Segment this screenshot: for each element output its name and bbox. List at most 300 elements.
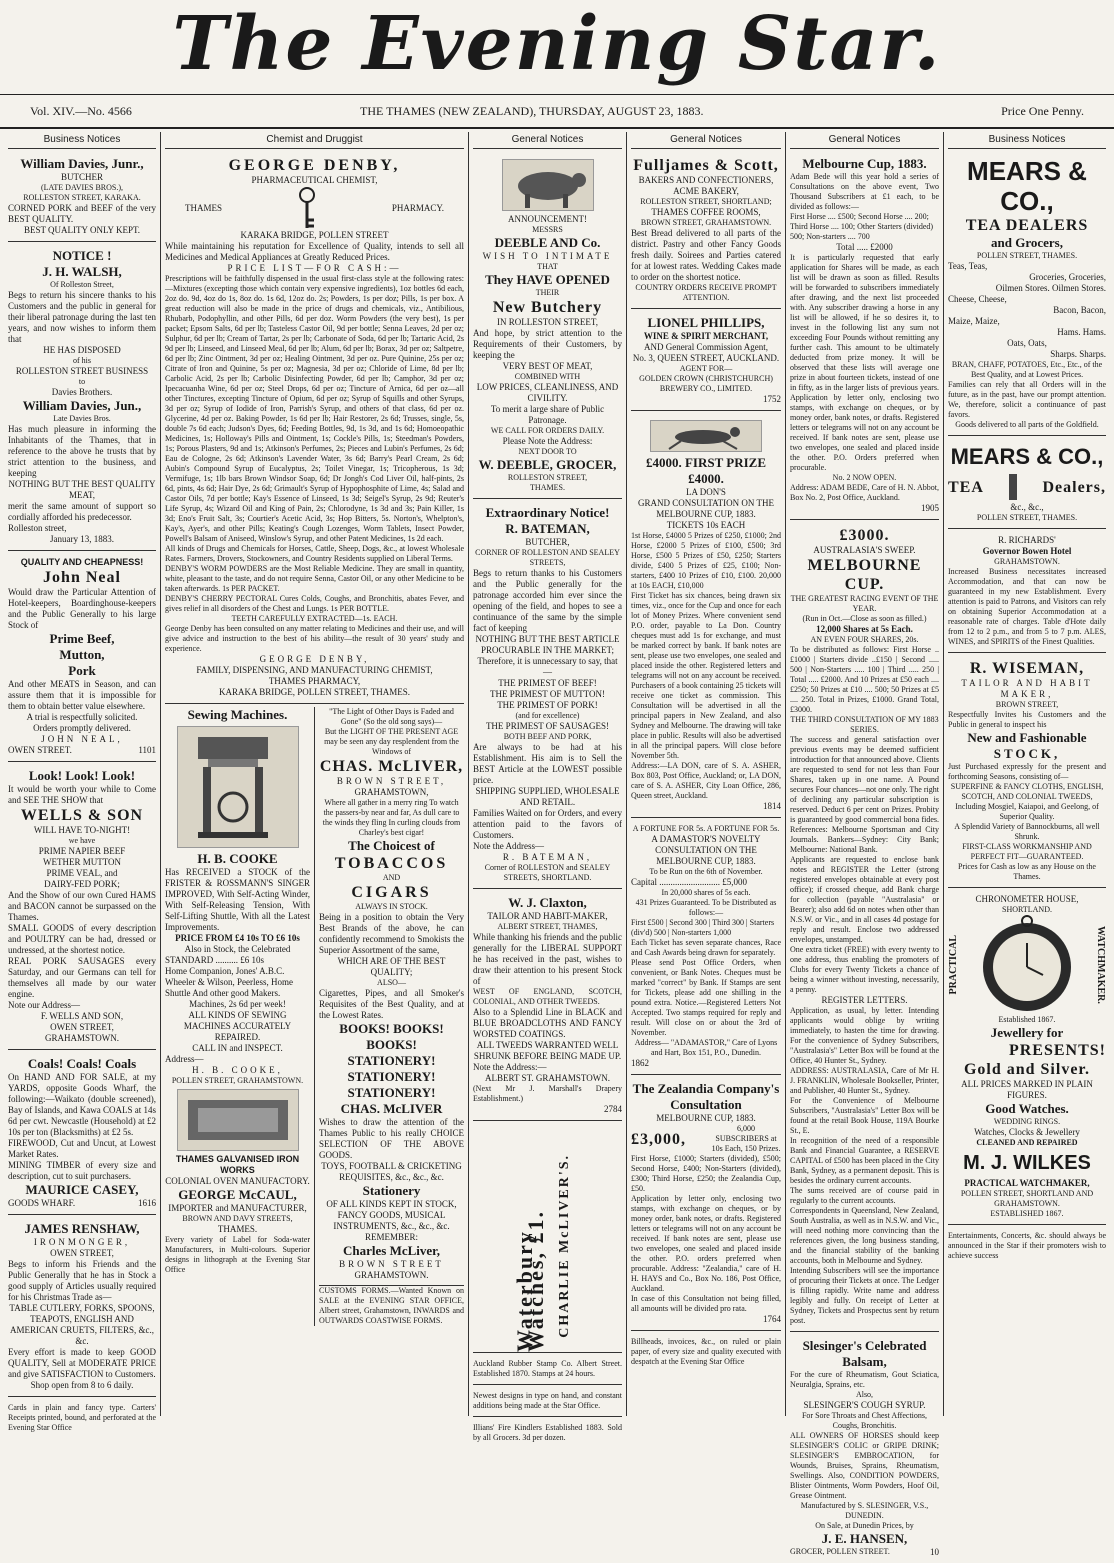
ad-text: Every variety of Label for Soda-water Manufacturers, in Multi-colours. Superior designs in lithograph at the Evening Star Office — [165, 1235, 310, 1274]
ad-text: Respectfully Invites his Customers and the Public in general to inspect his — [948, 710, 1106, 729]
ad-heading: R. RICHARDS' — [998, 535, 1056, 545]
claxton-ad — [473, 892, 622, 1121]
ad-text: In 20,000 shares of 5s each. — [661, 888, 751, 897]
ad-text: GEORGE DENBY, — [259, 654, 370, 664]
ad-text: Note the Address:— — [473, 1062, 547, 1072]
ad-text: AN EVEN FOUR SHARES, 20s. — [810, 635, 919, 644]
ad-heading: CHARLIE McLIVER'S. — [557, 1154, 572, 1338]
denby-ad — [165, 153, 464, 704]
ad-text: R. BATEMAN, — [502, 852, 593, 862]
ad-text: GRAHAMSTOWN. — [44, 1033, 120, 1043]
ad-text: And hope, by strict attention to the Requirements of their Customers, by keeping the — [473, 328, 622, 360]
ad-text: VERY BEST OF MEAT, — [502, 361, 593, 371]
ad-text: THE PRIMEST OF MUTTON! — [490, 689, 605, 699]
ad-heading: and Grocers, — [991, 235, 1063, 250]
ad-text: OWEN STREET, — [50, 1022, 114, 1032]
ad-text: (Next Mr J. Marshall's Drapery Establishment.) — [473, 1084, 622, 1103]
ad-text: Watches, Clocks & Jewellery — [974, 1127, 1080, 1137]
ad-number: 1814 — [763, 801, 781, 811]
ad-text: The sums received are of course paid in regularly to the current accounts. — [790, 1186, 939, 1205]
ad-text: Begs to return thanks to his Customers and the Public generally for the patronage accorded him ever since the opening of the field, and hopes to see a continuance of the same by the simple fact of keeping — [473, 568, 622, 633]
ad-heading: DEEBLE AND Co. — [494, 235, 601, 250]
phillips-ad — [631, 312, 781, 411]
ad-text: HE HAS DISPOSED — [43, 345, 121, 355]
ad-text: ACME BAKERY, — [673, 186, 739, 196]
ad-text: WEST OF ENGLAND, SCOTCH, COLONIAL, AND OTHER TWEEDS. — [473, 987, 622, 1006]
ad-text: SUPERFINE & FANCY CLOTHS, ENGLISH, SCOTCH, AND COLONIAL TWEEDS, — [950, 782, 1104, 801]
ad-text: Hams. Hams. — [1057, 327, 1106, 337]
ad-text: STANDARD .......... £6 10s — [165, 955, 265, 965]
ad-text: PRIME VEAL, and — [46, 868, 118, 878]
ad-text: Cigarettes, Pipes, and all Smoker's Requisites of the Best Quality, and at the Lowest Rates. — [319, 988, 464, 1020]
ad-text: Mutton, — [59, 647, 105, 662]
ad-text: THAMES PHARMACY, — [268, 676, 361, 686]
ad-text: THE GREATEST RACING EVENT OF THE YEAR. — [790, 594, 939, 613]
ad-text: DAIRY-FED PORK; — [44, 879, 120, 889]
ad-text: FIRST-CLASS WORKMANSHIP AND PERFECT FIT—GUARANTEED. — [962, 842, 1092, 861]
ad-heading: TOBACCOS — [334, 855, 449, 872]
ad-text: First Horse .... £500; Second Horse .... 200; Third Horse .... 100; Other Starters (divided) 500; Non-starters .... 700 — [790, 212, 934, 241]
ad-text: CALL IN and INSPECT. — [192, 1043, 283, 1053]
ad-heading: GEORGE McCAUL, — [178, 1187, 297, 1202]
ad-text: GOODS WHARF. — [8, 1198, 76, 1208]
ad-text: ALL TWEEDS WARRANTED WELL SHRUNK BEFORE BEING MADE UP. — [473, 1040, 622, 1061]
ad-text: While maintaining his reputation for Excellence of Quality, intends to sell all Medicines and Medical Appliances at Greatly Reduced Prices. — [165, 241, 464, 262]
mcliver-ad — [319, 707, 464, 1326]
ad-text: TEETH CAREFULLY EXTRACTED—1s. EACH. — [231, 614, 398, 623]
ad-text: AUSTRALASIA'S SWEEP. — [813, 545, 916, 555]
ad-heading: Charles McLiver, — [343, 1243, 440, 1258]
casey-ad — [8, 1053, 156, 1215]
ad-text: TAILOR AND HABIT MAKER, — [961, 678, 1093, 699]
ad-text: Machines, 2s 6d per week! — [189, 999, 286, 1009]
mears-ad — [948, 153, 1106, 436]
ad-text: (Run in Oct.—Close as soon as filled.) — [802, 614, 927, 623]
ad-text: OWEN STREET, — [50, 1248, 114, 1258]
ad-text: Please Note the Address: — [502, 436, 593, 446]
ad-text: Late Davies Bros. — [53, 414, 111, 423]
ad-heading: William Davies, Junr., — [20, 156, 144, 171]
ad-text: "The Light of Other Days is Faded and Gone" (So the old song says)— — [329, 707, 454, 726]
ad-text: 1st Horse, £4000 5 Prizes of £250, £1000; 2nd Horse, £2000 5 Prizes of £100, £500; 3rd Horse, £500 5 Prizes of £50, £250; Starters divide, £400 5 Prizes of £25, £100; Non-starters, £400 10 Prizes of £10, £100. 20,000 at 10s EACH, £10,000 — [631, 531, 781, 590]
ad-heading: Gold and Silver. — [963, 1061, 1091, 1078]
ad-text: George Denby has been consulted on any matter relating to Medicines and their use, and will give advice and instruction to the best of his ability—the result of 30 years' study and experience. — [165, 624, 464, 653]
ad-text: AGENT FOR— — [679, 364, 733, 373]
ad-text: AND — [382, 873, 401, 882]
ad-heading: MEARS & CO., — [950, 444, 1104, 469]
ad-heading: NOTICE ! — [52, 248, 112, 263]
entertainments-ad: Entertainments, Concerts, &c. should always be announced in the Star if their promoters wish to achieve success — [948, 1231, 1106, 1260]
ad-text: SMALL GOODS of every description and POULTRY can be had, dressed or undressed, at the shortest notice. — [8, 923, 156, 955]
ad-number: 1752 — [763, 394, 781, 404]
ad-text: Groceries, Groceries, — [1029, 272, 1106, 282]
ad-heading: H. B. COOKE — [197, 851, 278, 866]
ad-text: BAKERS AND CONFECTIONERS, — [638, 175, 774, 185]
ad-text: THAMES. — [530, 483, 565, 492]
ad-text: For the Convenience of Melbourne Subscribers, "Australasia's" Letter Box will be found at the retail Book House, 119A Bourke St., E. — [790, 1096, 939, 1135]
ad-text: THAT — [537, 262, 558, 271]
ad-text: PRACTICAL WATCHMAKER, — [964, 1178, 1090, 1188]
ad-text: A trial is respectfully solicited. — [26, 712, 138, 722]
dateline — [0, 94, 1114, 129]
ad-text: No. 3, QUEEN STREET, AUCKLAND. — [632, 353, 780, 363]
ad-text: Address: ADAM BEDE, Care of H. N. Abbot, Box No. 2, Post Office, Auckland. — [790, 483, 939, 502]
ad-text: Begs to return his sincere thanks to his Customers and the public in general for their liberal patronage during the last ten years, and now wishes to inform them that — [8, 290, 156, 344]
ad-text: REAL PORK SAUSAGES every Saturday, and our Germans can tell for themselves all made by our water engine. — [8, 956, 156, 999]
column-1 — [4, 132, 161, 1432]
walsh-ad — [8, 245, 156, 551]
ad-number: 10 — [930, 1547, 939, 1557]
ad-heading: ANNOUNCEMENT! — [508, 214, 587, 224]
ad-text: SLESINGER'S COUGH SYRUP. — [803, 1400, 926, 1410]
ad-text: ALBERT STREET, THAMES, — [497, 922, 598, 931]
ad-text: FANCY GOODS, MUSICAL INSTRUMENTS, &c., &c., &c. — [333, 1210, 450, 1231]
richards-ad — [948, 532, 1106, 653]
ad-text: BROWN AND DAVY STREETS, — [182, 1214, 293, 1223]
ad-text: BUTCHER, — [525, 537, 570, 547]
ad-text: Maize, Maize, — [948, 316, 1000, 326]
ad-text: KARAKA BRIDGE, POLLEN STREET, THAMES. — [219, 687, 410, 697]
ad-text: To be Run on the 6th of November. — [649, 867, 763, 876]
bateman-ad — [473, 502, 622, 889]
ad-text: Are always to be had at his Establishment. His aim is to Sell the BEST Article at the LOWEST possible price. — [473, 742, 622, 785]
ad-text: FAMILY, DISPENSING, AND MANUFACTURING CHEMIST, — [196, 665, 433, 675]
section-header: Business Notices — [8, 132, 156, 149]
ad-text: And other MEATS in Season, and can assure them that it is impossible for them to obtain better value elsewhere. — [8, 679, 156, 711]
ad-heading: TEA — [948, 478, 984, 496]
australasia-ad — [790, 523, 939, 1332]
ad-text: POLLEN STREET, THAMES. — [976, 513, 1078, 522]
ad-heading: William Davies, Jun., — [22, 398, 142, 413]
ad-text: Correspondents in Queensland, New Zealand, South Australia, as well as in N.S.W. and Vic., will need nothing more convincing than the references given, the long business standing, and the financial stability of the banking accounts, both in Melbourne and Sydney. — [790, 1206, 939, 1265]
ad-heading: New and Fashionable — [967, 730, 1087, 745]
ad-text: In case of this Consultation not being filled, all amounts will be divided pro rata. — [631, 1294, 781, 1313]
ad-text: OWEN STREET. — [8, 745, 72, 755]
ad-number: 1616 — [138, 1198, 156, 1208]
ad-text: Corner of ROLLESTON and SEALEY STREETS, SHORTLAND. — [484, 863, 611, 882]
ad-text: Every effort is made to keep GOOD QUALITY, Sell at MODERATE PRICE and give SATISFACTION to Customers. — [8, 1347, 156, 1379]
wiseman-ad — [948, 656, 1106, 888]
ad-text: GRAHAMSTOWN. — [994, 557, 1060, 566]
ad-text: Prime Beef, — [49, 631, 115, 646]
ad-text: Address— "ADAMASTOR," Care of Lyons and Hart, Box 151, P.O., Dunedin. — [634, 1038, 778, 1057]
ad-text: WEDDING RINGS. — [993, 1117, 1061, 1126]
ad-text: Address:—LA DON, care of S. A. ASHER, Box 803, Post Office, Auckland; or, LA DON, care of S. A. ASHER, City Loan Office, 286, Queen street, Auckland. — [631, 761, 781, 800]
ad-text: PHARMACEUTICAL CHEMIST, — [251, 175, 378, 185]
ad-text: PRIME NAPIER BEEF — [38, 846, 126, 856]
wells-ad — [8, 765, 156, 1050]
ad-text: Best Bread delivered to all parts of the district. Pastry and other Fancy Goods fresh daily. Soirees and Parties catered for at lowest rates. Wedding Cakes made to order on the shortest notice. — [631, 228, 781, 282]
bull-illustration — [502, 159, 594, 211]
ad-text: GOLDEN CROWN (CHRISTCHURCH) BREWERY CO., LIMITED. — [639, 374, 773, 393]
ladon-ad — [631, 414, 781, 818]
ad-text: Shop open from 8 to 6 daily. — [30, 1380, 134, 1390]
ad-text: BROWN STREET, — [336, 776, 447, 786]
ad-text: (LATE DAVIES BROS.), — [40, 183, 124, 192]
ad-text: First Horse, £1000; Starters (divided), £500; Second Horse, £400; Non-Starters (divided), £300; Third Horse, £250; the Zealandia Cup, £50. — [631, 1154, 781, 1193]
ad-text: LOW PRICES, CLEANLINESS, AND CIVILITY. — [476, 382, 619, 403]
rubber-stamp-ad: Auckland Rubber Stamp Co. Albert Street. Established 1870. Stamps at 24 hours. — [473, 1356, 622, 1385]
ad-text: SHIPPING SUPPLIED, WHOLESALE AND RETAIL. — [475, 786, 620, 807]
ad-text: BEST QUALITY ONLY KEPT. — [23, 225, 141, 235]
type-ad: Newest designs in type on hand, and constant additions being made at the Star Office. — [473, 1388, 622, 1417]
ad-text: For the cure of Rheumatism, Gout Sciatica, Neuralgia, Sprains, etc. — [790, 1370, 939, 1389]
ad-text: Increased Business necessitates increased Accommodation, and that can now be guaranteed in my new Establishment. Every attention is paid to Patrons, and Visitors can rely on obtaining Superior Accommodation at a reasonable rate of charges. Table d'Hote daily from 12 to 2 p.m., and from 5 to 7 p.m. ALES, WINES, and SPIRITS of the Finest Qualities. — [948, 567, 1106, 646]
ad-text: POLLEN STREET, GRAHAMSTOWN. — [171, 1076, 304, 1085]
ad-text: ALL PRICES MARKED IN PLAIN FIGURES. — [961, 1079, 1093, 1100]
ad-heading: LIONEL PHILLIPS, — [647, 315, 765, 330]
ad-text: Oilmen Stores. Oilmen Stores. — [995, 283, 1106, 293]
column-5 — [627, 132, 786, 1416]
ad-text: COMBINED WITH — [514, 372, 581, 381]
volume-number: Vol. XIV.—No. 4566 — [30, 104, 132, 118]
sewing-machine-illustration — [177, 726, 299, 848]
ad-text: Address— — [165, 1054, 204, 1064]
ad-heading: The Zealandia Company's Consultation — [632, 1081, 780, 1112]
ad-heading: Governor Bowen Hotel — [982, 546, 1072, 556]
billheads-ad: Billheads, invoices, &c., on ruled or plain paper, of every size and quality executed with despatch at the Evening Star Office — [631, 1337, 781, 1366]
teapot-icon — [1003, 472, 1023, 502]
ad-text: Families Waited on for Orders, and every attention paid to the favors of Customers. — [473, 808, 622, 840]
ad-text: Oats, Oats, — [1007, 338, 1047, 348]
ad-text: ALL KINDS OF SEWING MACHINES ACCURATELY REPAIRED. — [183, 1010, 292, 1042]
ad-text: GRAHAMSTOWN. — [354, 1270, 429, 1280]
ad-text: NOTHING BUT THE BEST ARTICLE PROCURABLE IN THE MARKET; — [475, 634, 620, 655]
columns — [4, 132, 1110, 1557]
ad-heading: PRESENTS! — [1008, 1042, 1106, 1059]
ad-text: It would be worth your while to Come and SEE THE SHOW that — [8, 784, 156, 805]
ad-text: THE PRIMEST OF BEEF! — [498, 678, 597, 688]
ad-text: THE PRIMEST OF PORK! — [497, 700, 598, 710]
ad-heading: GEORGE DENBY, — [228, 157, 401, 174]
ad-heading: CHAS. McLIVER, — [319, 758, 464, 775]
ad-text: NOTHING BUT THE BEST QUALITY MEAT, — [8, 479, 156, 500]
ad-text: Would draw the Particular Attention of Hotel-keepers, Boardinghouse-keepers and the Public Generally to his large Stock of — [8, 587, 156, 630]
section-header: General Notices — [790, 132, 939, 149]
ad-heading: STATIONERY! STATIONERY! STATIONERY! — [347, 1053, 436, 1100]
ad-text: POLLEN STREET, SHORTLAND AND GRAHAMSTOWN. — [960, 1189, 1094, 1208]
ad-text: Therefore, it is unnecessary to say, that— — [477, 656, 618, 677]
ad-text: BROWN STREET — [339, 1259, 444, 1269]
ad-text: WE CALL FOR ORDERS DAILY. — [490, 426, 605, 435]
adamastor-ad — [631, 821, 781, 1075]
ad-heading: New Butchery — [492, 299, 603, 316]
pocket-watch-illustration — [977, 915, 1077, 1015]
ad-text: CUSTOMS FORMS.—Wanted Known on SALE at the EVENING STAR OFFICE, Albert street, Grahamstown, INWARDS and OUTWARDS COASTWISE FORMS. — [319, 1286, 464, 1325]
ad-text: Capital ........................... £5,000 — [631, 877, 747, 887]
ad-heading: Good Watches. — [985, 1101, 1069, 1116]
ad-text: THEIR — [535, 288, 560, 297]
ad-text: Orders promptly delivered. — [33, 723, 131, 733]
ad-heading: Fulljames & Scott, — [633, 157, 779, 174]
adam-bede-ad — [790, 153, 939, 520]
ad-text: January 13, 1883. — [50, 534, 114, 544]
ad-text: TAILOR AND HABIT-MAKER, — [487, 911, 608, 921]
ad-heading: The Choicest of — [348, 838, 435, 853]
ad-heading: MEARS & CO., — [967, 156, 1087, 216]
ad-heading: WELLS & SON — [20, 807, 144, 824]
ad-text: IRONMONGER, — [33, 1237, 131, 1247]
ad-text: Davies Brothers. — [51, 387, 113, 397]
cooke-ad — [165, 707, 315, 1326]
ad-text: THAMES — [185, 202, 223, 213]
ad-text: A FORTUNE FOR 5s. A FORTUNE FOR 5s. — [632, 824, 780, 833]
ad-heading: TEA DEALERS — [965, 217, 1089, 234]
slesinger-ad — [790, 1335, 939, 1563]
ad-text: TABLE CUTLERY, FORKS, SPOONS, TEAPOTS, ENGLISH AND AMERICAN CRUETS, FILTERS, &c., &c. — [9, 1303, 155, 1346]
section-header: Business Notices — [948, 132, 1106, 149]
column-2 — [161, 132, 469, 1416]
column-7 — [944, 132, 1110, 1416]
ad-text: Total ..... £2000 — [836, 242, 893, 252]
ad-text: But the LIGHT OF THE PRESENT AGE may be seen any day resplendent from the Windows of — [324, 727, 459, 756]
ad-heading: CIGARS — [351, 884, 432, 901]
ad-heading: Waterbury Watches, £1. — [512, 1210, 548, 1352]
ad-text: It is particularly requested that early application for Shares will be made, as each list will be drawn as soon as filled. Results will be forwarded to subscribers immediately after drawing, and the next list proceeded with. Any subscriber drawing a horse in any list will be allowed, if he so desires it, to invest in the following list any sum not exceeding Four Pounds without remitting any further cash. This amount to be ultimately deducted from prize money. It will be observed that these lists will average one prize in about fourteen tickets, instead of one in fifty, as in the larger lists of previous years. Application by letter only, enclosing two stamps, with exchange on cheques, or by money order, bank notes, or drafts. Registered letters or telegrams will not on any account be received. If bank notes are sent, please use two envelopes, one sealed and placed inside the other. P.O. Orders preferred when procurable. — [790, 253, 939, 472]
mears-tea-ad — [948, 439, 1106, 529]
ad-heading: Coals! Coals! Coals — [27, 1056, 137, 1071]
ad-text: In recognition of the need of a responsible Bank and Financial Guarantee, a RESERVE CAPITAL of £500 has been placed in the City Bank, Sydney, as a permanent deposit. This is besides the ordinary current accounts. — [790, 1136, 939, 1185]
ad-text: A Splendid Variety of Bannockburns, all well Shrunk. — [954, 822, 1100, 841]
ad-text: GRAND CONSULTATION ON THE MELBOURNE CUP, 1883. — [637, 498, 775, 519]
ad-text: Home Companion, Jones' A.B.C. Wheeler & Wilson, Peerless, Home Shuttle And other good Makers. — [165, 966, 293, 998]
ad-heading: CHRONOMETER HOUSE, — [975, 894, 1079, 904]
ad-text: THE THIRD CONSULTATION OF MY 1883 SERIES. — [790, 715, 939, 734]
ad-text: Sharps. Sharps. — [1050, 349, 1106, 359]
ad-text: JOHN NEAL, — [41, 734, 123, 744]
ad-text: Applicants are requested to enclose bank notes and REGISTER the Letter (strong registered envelopes obtainable at every post office); if crossed cheque, add Bank charge for collection (payable "Australasia" or Bearer); also add 6d on notes when other than N.S.W. or Vic., and in all cases 4d postage for reply and result. Enclose two addressed envelopes, unstamped. — [790, 855, 939, 944]
ad-text: BROWN STREET, — [995, 700, 1059, 709]
ad-text: Including Mosgiel, Kaiapoi, and Geelong, of Superior Quality. — [955, 802, 1099, 821]
ad-text: TOYS, FOOTBALL & CRICKETING REQUISITES, &c., &c., &c. — [321, 1161, 462, 1182]
ad-text: BUTCHER — [60, 172, 103, 182]
ad-text: Where all gather in a merry ring To watch the passers-by near and far, As dull care to the winds they fling In curling clouds from Charley's best cigar! — [322, 798, 461, 837]
ad-text: KARAKA BRIDGE, POLLEN STREET — [240, 230, 389, 240]
ad-text: REGISTER LETTERS. — [821, 995, 908, 1005]
ad-heading: Sewing Machines. — [187, 707, 288, 722]
ad-text: Cheese, Cheese, — [948, 294, 1007, 304]
ad-text: Being in a position to obtain the Very Best Brands of the above, he can confidently recommend to Smokists the Superior Assortment of the same, — [319, 912, 464, 955]
ad-text: Application, as usual, by letter. Intending applicants would oblige by writing immediately, to hasten the time for drawing. For the convenience of Sydney Subscribers, "Australasia's" Letter Box will be found at the Office, 40 Hunter St., Sydney. — [790, 1006, 939, 1065]
renshaw-ad — [8, 1218, 156, 1397]
ad-text: ADDRESS: AUSTRALASIA, Care of Mr H. J. FRANKLIN, Wholesale Bookseller, Printer, and Publisher, 40 Hunter St., Sydney. — [790, 1066, 939, 1095]
ad-heading: John Neal — [43, 569, 121, 586]
ad-text: Bacon, Bacon, — [1053, 305, 1106, 315]
column-4 — [469, 132, 627, 1442]
ad-text: Adam Bede will this year hold a series of Consultations on the above event, Two Thousand Subscribers at £1 each, to be divided as follows:— — [790, 172, 939, 211]
ad-text: Intending Subscribers will see the importance of procuring their Tickets at once. The Ledger is filling rapidly. Write name and address legibly and fully. On receipt of Letter at Sydney, Tickets and Prospectus sent by return post. — [790, 1266, 939, 1325]
ad-text: THAMES. — [217, 1224, 258, 1234]
ad-text: The success and general satisfaction over previous events may be deemed sufficient introduction for that announced above. Clients are requested to send for not less than Four Shares, taken up in one name. A Pound secures Four chances—not one only. The right of declining any particular subscription is reserved. Deduct 6 per cent on Prizes. Probity is guaranteed by good commercial bona fides. References: Melbourne Sportsman and City Journals. Bankers—Sydney: City Bank; Melbourne: National Bank. — [790, 735, 939, 854]
ad-text: of his — [73, 356, 91, 365]
ad-text: ALWAYS IN STOCK. — [355, 902, 428, 911]
ad-text: IMPORTER and MANUFACTURER, — [168, 1203, 307, 1213]
ad-text: MELBOURNE CUP, 1883. — [656, 1113, 756, 1123]
ad-text: WETHER MUTTON — [42, 857, 122, 867]
ad-text: Goods delivered to all parts of the Goldfield. — [955, 420, 1099, 429]
ad-text: CLEANED AND REPAIRED — [976, 1138, 1078, 1147]
ad-text: BROWN STREET, GRAHAMSTOWN. — [640, 218, 772, 227]
ad-text: ROLLESTON STREET, — [507, 473, 588, 482]
ad-text: WINE & SPIRIT MERCHANT, — [643, 331, 769, 341]
price: Price One Penny. — [1001, 104, 1084, 118]
ad-text: One extra ticket (FREE) with every twenty to one address, thus enabling the promoters of Clubs for every Twenty Tickets a chance of being a winner without investing, necessarily, a penny. — [790, 945, 939, 994]
ad-text: DENBY'S CHERRY PECTORAL Cures Colds, Coughs, and Bronchitis, abates Fever, and gives relief in all disorders of the Chest and Lungs. 1s PER BOTTLE. — [165, 594, 464, 613]
ad-text: PRICE FROM £4 10s TO £6 10s — [175, 933, 300, 943]
ad-text: Just Purchased expressly for the present and forthcoming Seasons, consisting of— — [948, 762, 1106, 781]
ad-text: For Sore Throats and Chest Affections, Coughs, Bronchitis. — [801, 1411, 928, 1430]
ad-text: Please send Post Office Orders, when convenient, or Bank Notes. Cheques must be marked "correct" by Bank. If Stamps are sent for Tickets, please add one shilling in the pound extra. Notice.—Registered Letters Not Accepted. Two stamps required for reply and result. Will close on or about the 3rd of November. — [631, 958, 781, 1037]
ad-text: ESTABLISHED 1867. — [990, 1209, 1064, 1218]
ad-text: Also, — [855, 1390, 874, 1399]
ad-number: 2784 — [604, 1104, 622, 1114]
ad-heading: CHAS. McLIVER — [340, 1101, 443, 1116]
ad-heading: J. E. HANSEN, — [821, 1531, 908, 1546]
ad-text: Note the Address— — [473, 841, 544, 851]
ad-number: 1905 — [921, 503, 939, 513]
ad-text: First £500 | Second 300 | Third 300 | Starters (div'd) 500 | Non-starters 1,000 — [631, 918, 775, 937]
ad-text: Established 1867. — [998, 1015, 1056, 1024]
ad-text: PRACTICAL — [948, 935, 959, 995]
ad-text: PRICE LIST—FOR CASH:— — [227, 263, 402, 273]
ad-text: BRAN, CHAFF, POTATOES, Etc., Etc., of the Best Quality, and at Lowest Prices. — [951, 360, 1103, 379]
cards-ad: Cards in plain and fancy type. Carters' Receipts printed, bound, and perforated at the Evening Star Office — [8, 1403, 156, 1432]
deeble-ad — [473, 153, 622, 499]
ad-text: GRAHAMSTOWN, — [354, 787, 429, 797]
ad-text: Wishes to draw the attention of the Thames Public to his really CHOICE SELECTION OF THE ABOVE GOODS. — [319, 1117, 464, 1160]
ad-heading: STOCK, — [993, 746, 1061, 761]
ad-text: Teas, Teas, — [948, 261, 988, 271]
ad-text: To be distributed as follows: First Horse ..£1000 | Starters divide ..£150 | Second ..... 500 | Non-Starters ..... 100 | Third ..... 250 | Total ..... £2000. And 10 Prizes at £50 each ....£250; 50 Prizes at £10 .... 500; 50 Prizes at £5 .... 250. Total in Prizes, £1000. Grand Total, £3000. — [790, 645, 939, 714]
ad-heading: Extraordinary Notice! — [485, 505, 610, 520]
ad-text: Note our Address— — [8, 1000, 80, 1010]
ad-text: FIREWOOD, Cut and Uncut, at Lowest Market Rates. — [8, 1138, 156, 1159]
ad-text: DENBY'S WORM POWDERS are the Most Reliable Medicine. They are small in quantity, white, pleasant to the taste, and do not require Senna, Castor Oil, or any other Medicine to be taken afterwards. 1s PER PACKET. — [165, 564, 464, 593]
ad-text: Has RECEIVED a STOCK of the FRISTER & ROSSMANN'S SINGER IMPROVED, With Self-Acting Winder, With Self-Releasing Tension, With Self-Lifting Shuttle, With all the Latest Improvements. — [165, 867, 310, 932]
ad-heading: MELBOURNE CUP. — [807, 557, 922, 593]
place-date: THE THAMES (NEW ZEALAND), THURSDAY, AUGUST 23, 1883. — [360, 104, 704, 118]
key-icon — [294, 186, 320, 230]
ad-text: Manufactured by S. SLESINGER, V.S., DUNEDIN. — [800, 1501, 929, 1520]
ad-text: IN ROLLESTON STREET, — [497, 317, 598, 327]
ad-text: WATCHMAKER. — [1095, 926, 1106, 1004]
section-header: General Notices — [631, 132, 781, 149]
ad-text: ROLLESTON STREET, KARAKA. — [23, 193, 141, 202]
ad-heading: W. DEEBLE, GROCER, — [478, 457, 617, 472]
iron-works-illustration — [177, 1089, 299, 1151]
ad-text: Application by letter only, enclosing two stamps, with exchange on cheques, or by money order, bank notes, or drafts. Registered letters or telegrams will not on any account be received. If bank notes are sent, please use two envelopes, one sealed and placed inside the other. P.O. orders preferred when procurable. Address: "Zealandia," care of H. H. HAYS and Co., Box No. 186, Post Office, Auckland. — [631, 1194, 781, 1293]
ad-heading: M. J. WILKES — [963, 1152, 1091, 1174]
ad-number: 1862 — [631, 1058, 649, 1068]
ad-heading: MAURICE CASEY, — [25, 1182, 139, 1197]
ad-number: 1764 — [763, 1314, 781, 1324]
ad-text: GROCER, POLLEN STREET. — [790, 1547, 890, 1556]
waterbury-ad — [473, 1124, 622, 1353]
ad-heading: Look! Look! Look! — [28, 768, 136, 783]
ad-heading: £4000. FIRST PRIZE £4000. — [645, 455, 767, 486]
ad-text: H. B. COOKE, — [192, 1065, 283, 1075]
ad-text: ROLLESTON STREET BUSINESS — [15, 366, 149, 376]
ad-text: we have — [68, 836, 96, 845]
ad-text: WISH TO INTIMATE — [482, 251, 613, 261]
neal-ad — [8, 554, 156, 762]
ad-text: LA DON'S — [686, 487, 726, 497]
masthead-title: The Evening Star. — [172, 1, 942, 87]
racehorse-illustration — [650, 420, 762, 452]
zealandia-ad — [631, 1078, 781, 1331]
ad-text: merit the same amount of support so cordially afforded his predecessor. — [8, 501, 156, 522]
ad-text: AND General Commission Agent, — [644, 342, 768, 352]
